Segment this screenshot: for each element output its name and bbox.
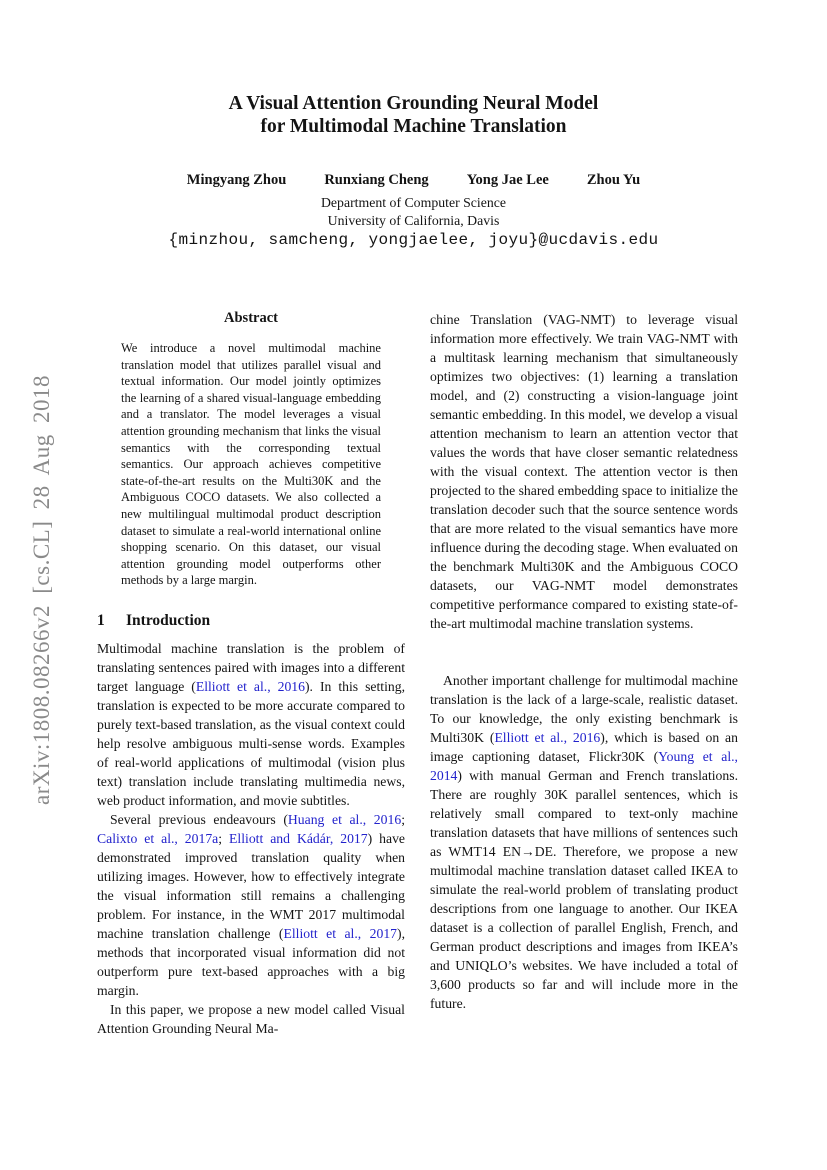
text-segment: ; xyxy=(401,811,405,827)
paragraph-intro-2 xyxy=(97,810,405,1000)
text-segment: We introduce a novel multimodal machine translation model that utilizes parallel visual and textual information. Our model jointly optimizes the learning of a shared visual-language embedding and a translator. The model leverages a visual attention grounding mechanism that links the visual semantics with the corresponding textual semantics. Our approach achieves competitive state-of-the-art results on the Multi30K and the Ambiguous COCO datasets. We also collected a new multilingual multimodal product description dataset to simulate a real-world international online shopping scenario. On this dataset, our visual attention grounding model outperforms other methods by a large margin. xyxy=(121,341,381,588)
citation-link[interactable]: Calixto et al., 2017a xyxy=(97,830,219,846)
section-number: 1 xyxy=(97,611,105,629)
text-segment: Multimodal machine translation is the problem of translating sentences paired with images into a different target language ( xyxy=(97,640,405,694)
paper-title-line2: for Multimodal Machine Translation xyxy=(260,116,567,137)
citation-link[interactable]: Elliott et al., 2016 xyxy=(494,730,601,745)
text-segment: In this paper, we propose a new model called Visual Attention Grounding Neural Ma- xyxy=(97,1001,405,1036)
text-segment: Several previous endeavours ( xyxy=(110,811,288,827)
arxiv-watermark: arXiv:1808.08266v2 [cs.CL] 28 Aug 2018 xyxy=(29,375,54,805)
paragraph-intro-4 xyxy=(430,671,738,1013)
text-segment: ) with manual German and French translations. There are roughly 30K parallel sentences, which is relatively small compared to text-only machine translation datasets that have millions of sentences such as WMT14 EN→DE. Therefore, we propose a new multimodal machine translation dataset called IKEA to simulate the real-world problem of translating product descriptions from one language to another. Our IKEA dataset is a collection of parallel English, French, and German product descriptions and images from IKEA’s and UNIQLO’s websites. We have included a total of 3,600 products so far and will include more in the future. xyxy=(430,768,738,1011)
citation-link[interactable]: Elliott et al., 2016 xyxy=(195,678,305,694)
paper-title xyxy=(0,92,827,138)
column-right xyxy=(430,305,738,1013)
column-left xyxy=(97,305,405,1038)
text-segment: chine Translation (VAG-NMT) to leverage visual information more effectively. We train VAG-NMT with a multitask learning mechanism that simultaneously optimizes two objectives: (1) learning a translation model, and (2) constructing a vision-language joint semantic embedding. In this model, we develop a visual attention mechanism to learn an attention vector that values the words that have closer semantic relatedness with the visual context. The attention vector is then projected to the shared embedding space to initialize the translation decoder such that the source sentence words that are more related to the visual semantics have more influence during the decoding stage. When evaluated on the benchmark Multi30K and the Ambiguous COCO datasets, our VAG-NMT model demonstrates competitive performance compared to existing state-of-the-art multimodal machine translation systems. xyxy=(430,312,738,631)
text-segment: ), methods that incorporated visual information did not outperform pure text-based approaches with a big margin. xyxy=(97,925,405,998)
paper-title-line1: A Visual Attention Grounding Neural Model xyxy=(228,93,599,114)
citation-link[interactable]: Elliott and Kádár, 2017 xyxy=(229,830,368,846)
text-segment: ), which is based on an image captioning dataset, Flickr30K ( xyxy=(430,730,738,764)
abstract-heading: Abstract xyxy=(224,310,278,326)
paragraph-intro-1 xyxy=(97,639,405,810)
paragraph-intro-3-continued xyxy=(430,305,738,633)
author-name-4: Zhou Yu xyxy=(586,172,641,188)
author-list xyxy=(0,172,827,189)
author-name-2: Runxiang Cheng xyxy=(324,172,429,188)
text-segment: Another important challenge for multimodal machine translation is the lack of a large-scale, realistic dataset. To our knowledge, the only existing benchmark is Multi30K ( xyxy=(430,673,738,745)
email-line: {minzhou, samcheng, yongjaelee, joyu}@ucdavis.edu xyxy=(168,231,659,249)
paragraph-intro-3 xyxy=(97,1000,405,1038)
section-title: Introduction xyxy=(126,611,211,629)
text-segment: ) have demonstrated improved translation quality when utilizing images. However, how to effectively integrate the visual information still remains a challenging problem. For instance, in the WMT 2017 multimodal machine translation challenge ( xyxy=(97,830,405,941)
author-name-1: Mingyang Zhou xyxy=(186,172,287,188)
citation-link[interactable]: Elliott et al., 2017 xyxy=(283,925,398,941)
affiliation-department: Department of Computer Science xyxy=(320,195,507,210)
affiliation-university: University of California, Davis xyxy=(327,213,500,228)
author-name-3: Yong Jae Lee xyxy=(466,172,549,188)
citation-link[interactable]: Young et al., 2014 xyxy=(430,749,738,783)
citation-link[interactable]: Huang et al., 2016 xyxy=(287,811,402,827)
text-segment: ). In this setting, translation is expected to be more accurate compared to purely text-based translation, as the visual context could help resolve ambiguous multi-sense words. Examples of real-world applications of multimodal (vision plus text) translation include translating multimedia news, web product information, and movie subtitles. xyxy=(97,678,406,808)
abstract-text xyxy=(121,340,381,589)
section-heading-introduction xyxy=(97,611,405,631)
text-segment: ; xyxy=(218,830,230,846)
